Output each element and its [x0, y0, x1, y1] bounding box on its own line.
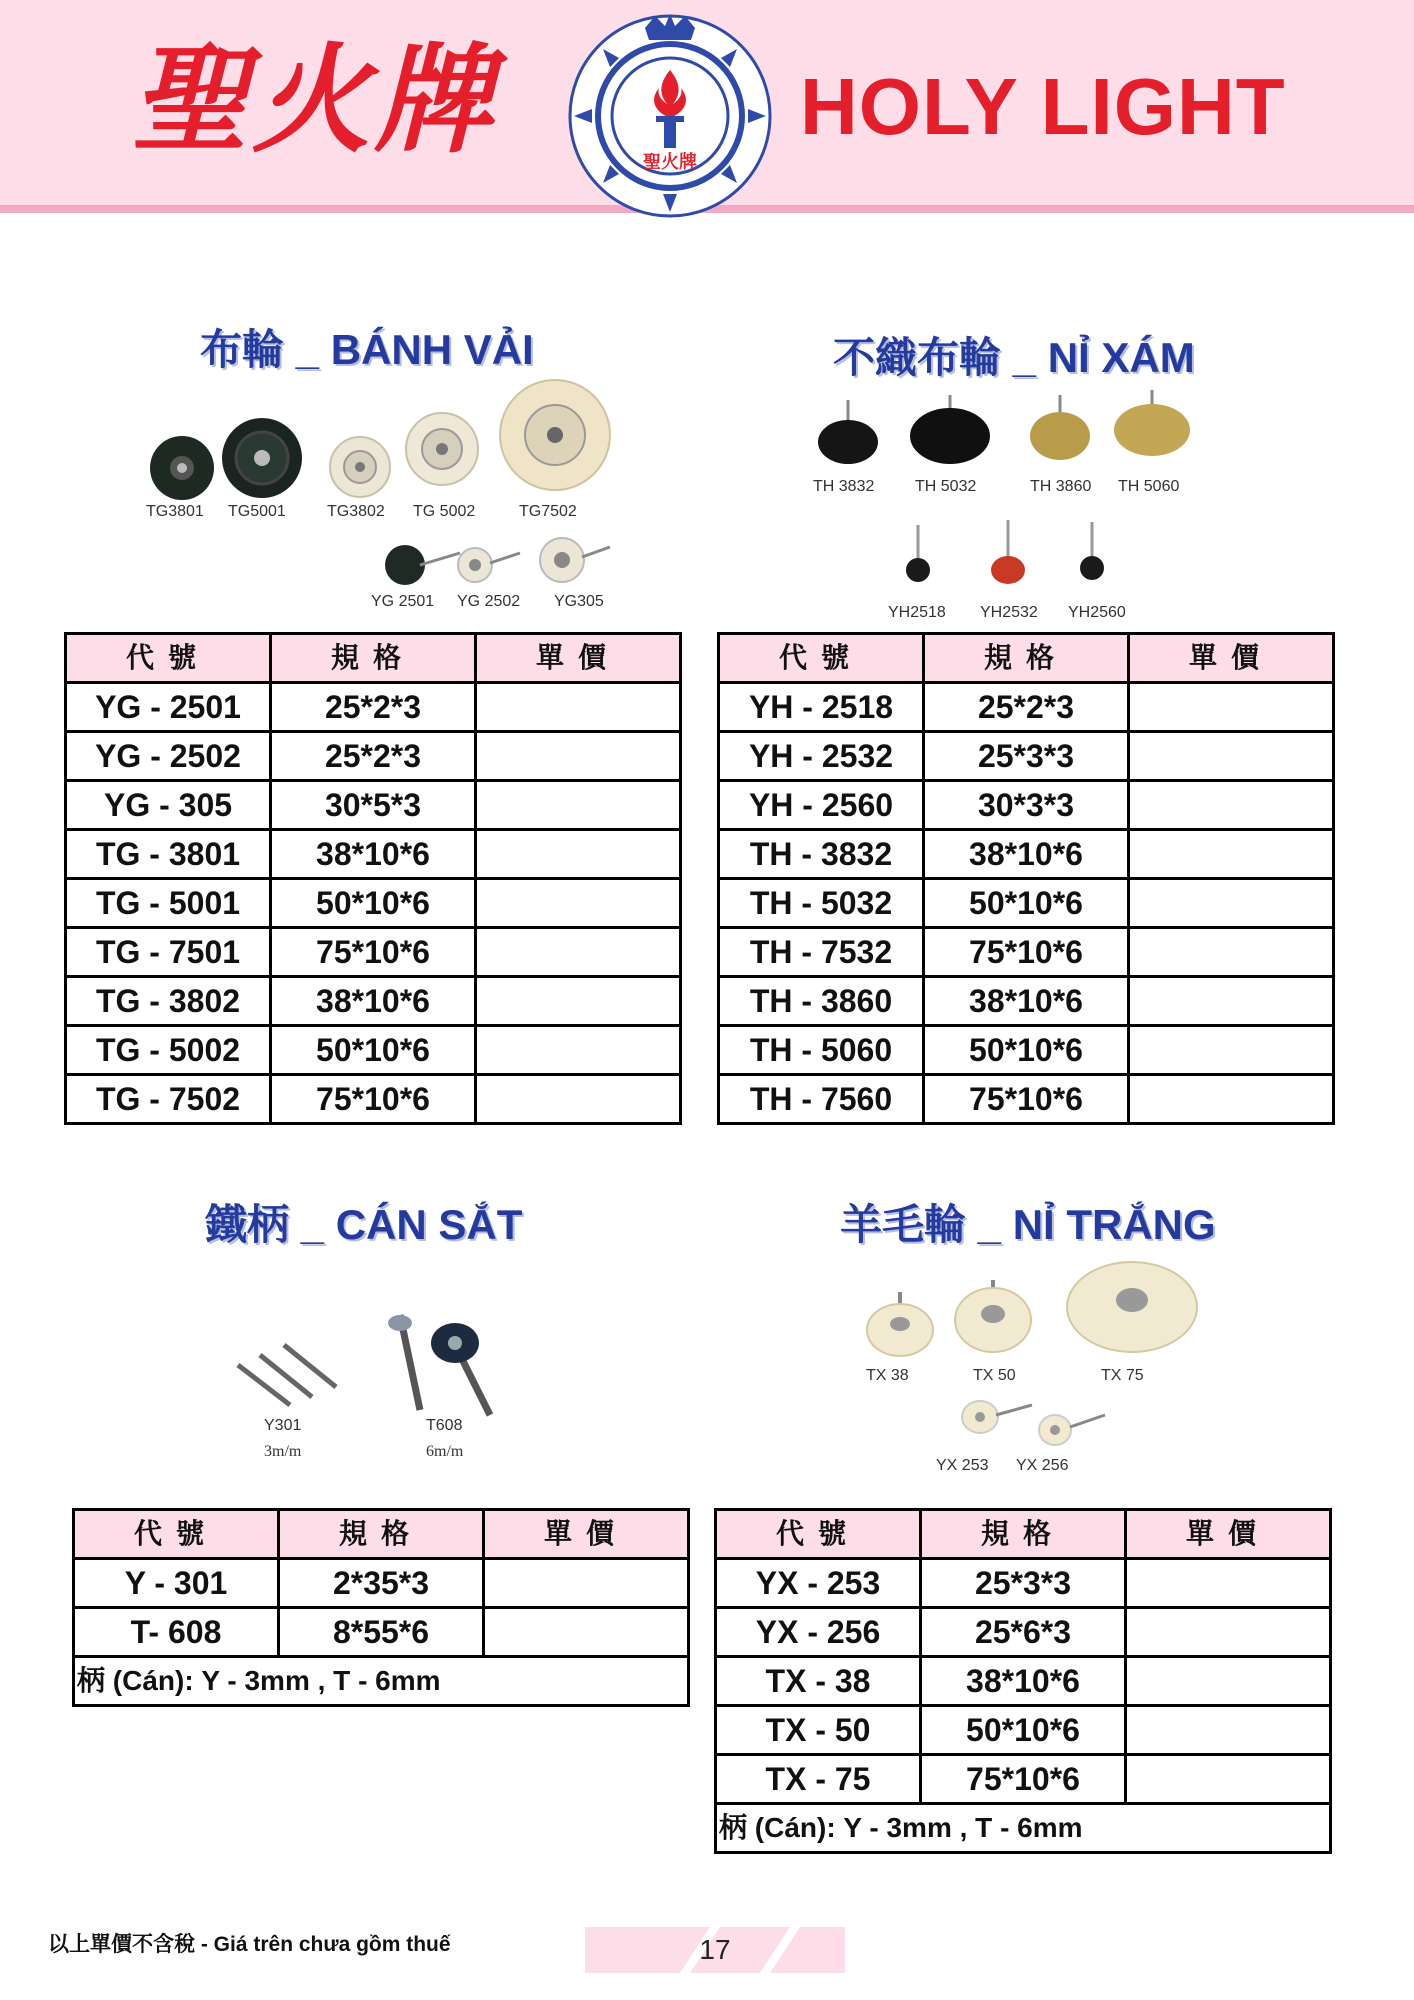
code-cell: YX - 256	[716, 1608, 921, 1657]
table-row	[66, 879, 681, 928]
caption-tx50: TX 50	[973, 1367, 1016, 1384]
code-cell: TX - 75	[716, 1755, 921, 1804]
caption-yx256: YX 256	[1016, 1457, 1069, 1474]
code-cell: TH - 7532	[719, 928, 924, 977]
price-cell	[1129, 732, 1334, 781]
spec-cell: 25*2*3	[271, 683, 476, 732]
code-cell: TX - 38	[716, 1657, 921, 1706]
spec-cell: 50*10*6	[924, 879, 1129, 928]
shank-note: 柄 (Cán): Y - 3mm , T - 6mm	[74, 1657, 689, 1706]
caption-tx38: TX 38	[866, 1367, 909, 1384]
section-title-shank: 鐵柄 _ CÁN SẮT	[205, 1201, 523, 1248]
code-cell: YG - 2502	[66, 732, 271, 781]
spec-cell: 50*10*6	[921, 1706, 1126, 1755]
caption-yg2502: YG 2502	[457, 593, 521, 610]
code-cell: YH - 2560	[719, 781, 924, 830]
brand-english-name: HOLY LIGHT	[800, 62, 1286, 151]
caption-y301: Y301	[264, 1417, 302, 1434]
table-row	[716, 1608, 1331, 1657]
nonwoven-mini-wheels-image	[890, 520, 1100, 590]
price-cell	[476, 977, 681, 1026]
section-title-nonwoven: 不織布輪 _ NỈ XÁM	[833, 334, 1195, 381]
spec-cell: 25*6*3	[921, 1608, 1126, 1657]
spec-cell: 25*2*3	[924, 683, 1129, 732]
price-cell	[476, 732, 681, 781]
spec-cell: 25*3*3	[921, 1559, 1126, 1608]
spec-cell: 75*10*6	[271, 928, 476, 977]
table-wool	[714, 1508, 1332, 1854]
table-row	[719, 683, 1334, 732]
cloth-wheels-image	[140, 385, 620, 500]
holy-light-logo-icon	[565, 8, 775, 218]
header-spec: 規格	[921, 1510, 1126, 1559]
header-price: 單價	[484, 1510, 689, 1559]
spec-cell: 38*10*6	[271, 830, 476, 879]
spec-cell: 75*10*6	[921, 1755, 1126, 1804]
caption-tg3802: TG3802	[327, 503, 385, 520]
code-cell: TG - 7502	[66, 1075, 271, 1124]
price-cell	[476, 1026, 681, 1075]
code-cell: TG - 3802	[66, 977, 271, 1026]
table-row	[719, 830, 1334, 879]
table-row	[66, 928, 681, 977]
price-cell	[484, 1608, 689, 1657]
table-row	[66, 977, 681, 1026]
caption-tg5002: TG 5002	[413, 503, 476, 520]
section-title-cloth: 布輪 _ BÁNH VẢI	[200, 326, 534, 373]
header-spec: 規格	[271, 634, 476, 683]
price-cell	[1126, 1657, 1331, 1706]
price-cell	[1126, 1755, 1331, 1804]
code-cell: TH - 3860	[719, 977, 924, 1026]
code-cell: T- 608	[74, 1608, 279, 1657]
code-cell: Y - 301	[74, 1559, 279, 1608]
code-cell: TH - 7560	[719, 1075, 924, 1124]
spec-cell: 2*35*3	[279, 1559, 484, 1608]
table-row	[716, 1755, 1331, 1804]
table-row	[74, 1608, 689, 1657]
table-row	[66, 781, 681, 830]
table-cloth	[64, 632, 682, 1125]
caption-yg305: YG305	[554, 593, 604, 610]
code-cell: YH - 2532	[719, 732, 924, 781]
price-cell	[1129, 683, 1334, 732]
table-row	[716, 1657, 1331, 1706]
table-row	[66, 732, 681, 781]
table-row	[716, 1706, 1331, 1755]
caption-th5060: TH 5060	[1118, 478, 1180, 495]
spec-cell: 30*3*3	[924, 781, 1129, 830]
caption-yh2560: YH2560	[1068, 604, 1126, 621]
price-cell	[1129, 830, 1334, 879]
price-cell	[476, 1075, 681, 1124]
table-row	[719, 781, 1334, 830]
table-row	[719, 977, 1334, 1026]
price-cell	[476, 830, 681, 879]
code-cell: YG - 305	[66, 781, 271, 830]
header-spec: 規格	[924, 634, 1129, 683]
code-cell: TG - 3801	[66, 830, 271, 879]
spec-cell: 75*10*6	[271, 1075, 476, 1124]
code-cell: YG - 2501	[66, 683, 271, 732]
price-cell	[1129, 879, 1334, 928]
price-cell	[1129, 928, 1334, 977]
price-cell	[1129, 781, 1334, 830]
caption-tg3801: TG3801	[146, 503, 204, 520]
section-title-wool: 羊毛輪 _ NỈ TRẮNG	[840, 1201, 1216, 1248]
spec-cell: 50*10*6	[271, 1026, 476, 1075]
table-row	[66, 683, 681, 732]
price-cell	[1126, 1706, 1331, 1755]
page-number-box	[585, 1927, 845, 1973]
price-cell	[1126, 1608, 1331, 1657]
brand-chinese-name: 聖火牌	[130, 30, 497, 169]
header-code: 代號	[719, 634, 924, 683]
spec-cell: 38*10*6	[924, 830, 1129, 879]
price-cell	[476, 928, 681, 977]
spec-cell: 25*2*3	[271, 732, 476, 781]
spec-cell: 8*55*6	[279, 1608, 484, 1657]
spec-cell: 38*10*6	[924, 977, 1129, 1026]
wool-wheels-image	[860, 1262, 1200, 1372]
spec-cell: 38*10*6	[921, 1657, 1126, 1706]
price-cell	[1129, 1026, 1334, 1075]
code-cell: TX - 50	[716, 1706, 921, 1755]
code-cell: TG - 5002	[66, 1026, 271, 1075]
nonwoven-wheels-image	[810, 390, 1210, 470]
code-cell: YH - 2518	[719, 683, 924, 732]
spec-cell: 50*10*6	[271, 879, 476, 928]
header-price: 單價	[1126, 1510, 1331, 1559]
caption-yh2518: YH2518	[888, 604, 946, 621]
table-row	[719, 1026, 1334, 1075]
header-price: 單價	[1129, 634, 1334, 683]
code-cell: TH - 5032	[719, 879, 924, 928]
header-spec: 規格	[279, 1510, 484, 1559]
spec-cell: 25*3*3	[924, 732, 1129, 781]
table-row	[719, 1075, 1334, 1124]
wool-mini-wheels-image	[960, 1395, 1110, 1455]
table-row	[716, 1559, 1331, 1608]
table-row	[66, 1075, 681, 1124]
table-row	[66, 1026, 681, 1075]
header-price: 單價	[476, 634, 681, 683]
price-cell	[1126, 1559, 1331, 1608]
code-cell: TH - 3832	[719, 830, 924, 879]
caption-yh2532: YH2532	[980, 604, 1038, 621]
caption-tg7502: TG7502	[519, 503, 577, 520]
table-row	[74, 1559, 689, 1608]
table-note-row	[716, 1804, 1331, 1853]
page-number: 17	[699, 1934, 731, 1965]
wool-note: 柄 (Cán): Y - 3mm , T - 6mm	[716, 1804, 1331, 1853]
price-cell	[476, 781, 681, 830]
caption-y301-size: 3m/m	[264, 1443, 302, 1460]
spec-cell: 75*10*6	[924, 928, 1129, 977]
spec-cell: 75*10*6	[924, 1075, 1129, 1124]
table-nonwoven	[717, 632, 1335, 1125]
table-row	[719, 928, 1334, 977]
header-code: 代號	[74, 1510, 279, 1559]
caption-th3860: TH 3860	[1030, 478, 1092, 495]
table-row	[66, 830, 681, 879]
spec-cell: 50*10*6	[924, 1026, 1129, 1075]
caption-t608-size: 6m/m	[426, 1443, 464, 1460]
spec-cell: 30*5*3	[271, 781, 476, 830]
price-cell	[476, 879, 681, 928]
caption-tg5001: TG5001	[228, 503, 286, 520]
caption-tx75: TX 75	[1101, 1367, 1144, 1384]
table-shank	[72, 1508, 690, 1707]
table-row	[719, 732, 1334, 781]
caption-t608: T608	[426, 1417, 463, 1434]
caption-yx253: YX 253	[936, 1457, 989, 1474]
code-cell: TG - 5001	[66, 879, 271, 928]
table-note-row	[74, 1657, 689, 1706]
shank-image	[230, 1305, 510, 1425]
spec-cell: 38*10*6	[271, 977, 476, 1026]
price-cell	[476, 683, 681, 732]
code-cell: YX - 253	[716, 1559, 921, 1608]
price-cell	[484, 1559, 689, 1608]
cloth-mini-wheels-image	[370, 535, 620, 595]
header-code: 代號	[716, 1510, 921, 1559]
price-cell	[1129, 1075, 1334, 1124]
footer-tax-note: 以上單價不含稅 - Giá trên chưa gồm thuế	[48, 1933, 451, 1956]
caption-th5032: TH 5032	[915, 478, 977, 495]
caption-th3832: TH 3832	[813, 478, 875, 495]
code-cell: TH - 5060	[719, 1026, 924, 1075]
code-cell: TG - 7501	[66, 928, 271, 977]
logo-caption: 聖火牌	[643, 152, 697, 173]
table-row	[719, 879, 1334, 928]
header-code: 代號	[66, 634, 271, 683]
price-cell	[1129, 977, 1334, 1026]
caption-yg2501: YG 2501	[371, 593, 435, 610]
